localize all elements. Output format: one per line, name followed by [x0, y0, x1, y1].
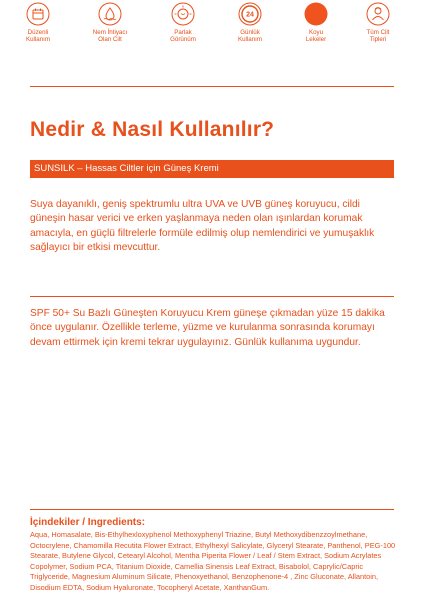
divider: [30, 296, 394, 297]
feature-label: Tüm Cilt Tipleri: [366, 29, 390, 43]
dot-icon: [304, 2, 328, 26]
svg-text:24: 24: [246, 11, 254, 19]
feature-moisture-need: [82, 2, 138, 43]
feature-dark-spots: [288, 2, 344, 43]
calendar-icon: [26, 2, 50, 26]
page-title: Nedir & Nasıl Kullanılır?: [30, 118, 275, 141]
divider: [30, 86, 394, 87]
ingredients-list: Aqua, Homasalate, Bis-Ethylhexloxyphenol Methoxyphenyl Triazine, Butyl Methoxydibenzzoylmethane, Octocrylene, Chamomilla Recutita Flower Extract, Ethylhexyl Salicylate, Glyceryl Stearate, Panthenol, PEG-100 Stearate, Butylene Glycol, Cetearyl Alcohol, Mentha Piperita Flower / Leaf / Stem Extract, Sodium Acrylates Copolymer, Sodium PCA, Titanium Dioxide, Camellia Sinensis Leaf Extract, Bisabolol, Caprylic/Capric Triglyceride, Magnesium Aluminum Silicate, Phenoxyethanol, Benzophenone-4 , Zinc Gluconate, Allantoin, Disodium EDTA, Sodium Hyaluronate, Tocopheryl Acetate, XanthanGum.: [30, 530, 396, 592]
product-banner: SUNSILK – Hassas Ciltler için Güneş Kremi: [30, 160, 394, 178]
feature-label: Parlak Görünüm: [170, 29, 196, 43]
ingredients-title: İçindekiler / Ingredients:: [30, 517, 146, 528]
person-icon: [366, 2, 390, 26]
feature-regular-use: [10, 2, 66, 43]
feature-daily-use: [222, 2, 278, 43]
feature-radiant-look: [155, 2, 211, 43]
water-drop-icon: [98, 2, 122, 26]
divider: [30, 509, 394, 510]
feature-label: Nem İhtiyacı Olan Cilt: [92, 29, 128, 43]
feature-label: Günlük Kullanım: [237, 29, 263, 43]
usage-instructions: SPF 50+ Su Bazlı Güneşten Koruyucu Krem güneşe çıkmadan yüze 15 dakika önce uygulanır. Özellikle terleme, yüzme ve kurulanma sonrasında korumayı devam ettirmek için kremi tekrar uygulayınız. Günlük kullanıma uygundur.: [30, 308, 385, 348]
feature-all-skin-types: [350, 2, 406, 43]
feature-icon-row: [0, 0, 424, 56]
feature-label: Koyu Lekeler: [305, 29, 327, 43]
face-icon: [171, 2, 195, 26]
feature-label: Düzenli Kullanım: [25, 29, 51, 43]
product-description: Suya dayanıklı, geniş spektrumlu ultra UVA ve UVB güneş koruyucu, cildi güneşin hasar verici ve erken yaşlanmaya neden olan ışınlardan korumak amacıyla, en güçlü filtrelerle formüle edilmiş olup nemlendirici ve yumuşaklık sağlayıcı bir etkisi mevcuttur.: [30, 199, 375, 253]
24h-icon: [238, 2, 262, 26]
